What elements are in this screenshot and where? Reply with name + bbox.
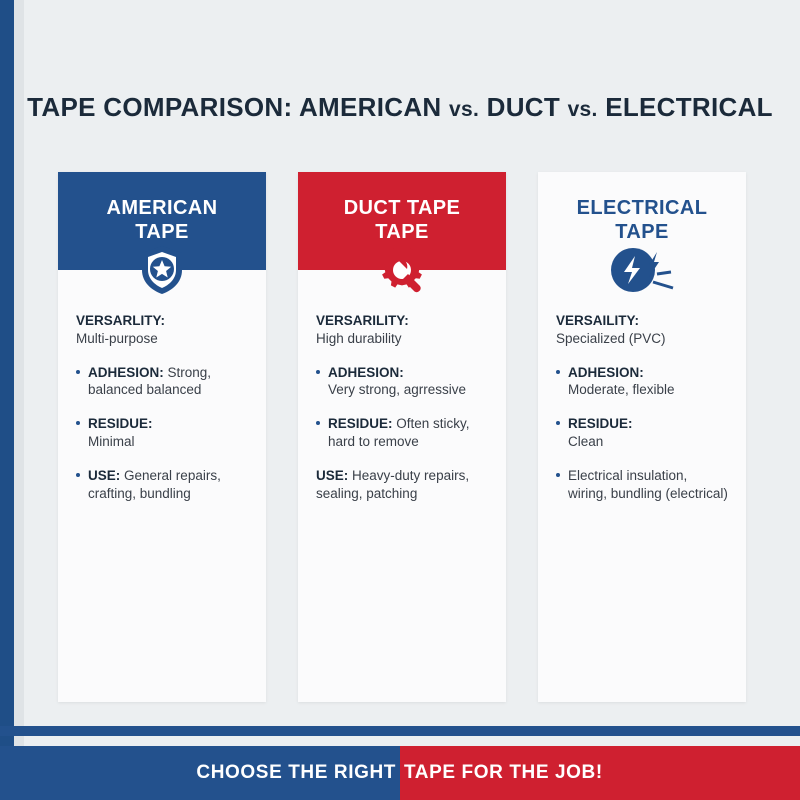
feature-value: Very strong, agrressive — [328, 382, 467, 398]
footer-left-text: CHOOSE THE RIGHT — [196, 762, 396, 783]
feature-label: ADHESION: — [328, 364, 404, 380]
feature-residue — [556, 415, 728, 451]
feature-label: ADHESION: — [568, 364, 644, 380]
feature-value: Strong, balanced balanced — [88, 364, 212, 398]
feature-label: ADHESION: — [88, 364, 164, 380]
feature-adhesion — [76, 364, 248, 400]
feature-label: RESIDUE: — [568, 416, 633, 432]
icon-container-duct — [298, 244, 506, 296]
feature-residue — [76, 415, 248, 451]
title-vs-2: vs. — [567, 98, 598, 121]
column-body-duct — [298, 296, 506, 702]
footer-accent-bar — [0, 726, 800, 736]
column-title-line1: DUCT TAPE — [343, 197, 461, 220]
feature-label: VERSARLITY: — [76, 313, 166, 328]
title-vs-1: vs. — [449, 98, 480, 121]
column-title-line1: ELECTRICAL — [576, 197, 708, 220]
feature-value: Multi-purpose — [76, 330, 158, 346]
feature-adhesion — [316, 364, 488, 400]
feature-use — [76, 467, 248, 503]
title-part-2: DUCT — [479, 92, 568, 122]
feature-versatility — [76, 312, 248, 348]
column-american-tape — [58, 172, 266, 702]
column-title-line1: AMERICAN — [106, 197, 218, 220]
feature-value: High durability — [316, 330, 402, 346]
footer-right-text: TAPE FOR THE JOB! — [404, 762, 603, 783]
feature-label: VERSAILITY: — [556, 313, 640, 328]
feature-value: Minimal — [88, 434, 135, 450]
feature-use — [556, 467, 728, 503]
title-part-1: TAPE COMPARISON: AMERICAN — [27, 92, 450, 122]
feature-use — [316, 467, 488, 503]
electrical-bolt-icon — [607, 244, 677, 301]
column-title-line2: TAPE — [375, 221, 429, 243]
feature-value: Specialized (PVC) — [556, 330, 666, 346]
footer-left-section — [0, 746, 400, 800]
column-title-line2: TAPE — [135, 221, 189, 243]
feature-label: RESIDUE: — [328, 416, 393, 432]
feature-value: Often sticky, hard to remove — [328, 416, 470, 450]
feature-versatility — [316, 312, 488, 348]
feature-label: VERSARILITY: — [316, 313, 409, 328]
feature-value: General repairs, crafting, bundling — [88, 467, 221, 501]
page-title — [0, 92, 800, 123]
footer-right-section — [400, 746, 800, 800]
shield-star-icon — [139, 244, 185, 301]
icon-container-american — [58, 244, 266, 296]
title-part-3: ELECTRICAL — [597, 92, 773, 122]
icon-container-electrical — [538, 244, 746, 296]
column-duct-tape — [298, 172, 506, 702]
gear-wrench-icon — [376, 244, 428, 301]
feature-label: RESIDUE: — [88, 416, 153, 432]
column-title-line2: TAPE — [615, 221, 669, 243]
feature-value: Moderate, flexible — [568, 382, 675, 398]
feature-residue — [316, 415, 488, 451]
column-body-american — [58, 296, 266, 702]
column-body-electrical — [538, 296, 746, 702]
feature-versatility — [556, 312, 728, 348]
comparison-columns — [58, 172, 746, 702]
feature-label: USE: — [316, 467, 349, 483]
feature-value: Clean — [568, 434, 604, 450]
feature-value: Heavy-duty repairs, sealing, patching — [316, 467, 470, 501]
footer-banner — [0, 746, 800, 800]
feature-value: Electrical insulation, wiring, bundling (electrical) — [568, 467, 728, 501]
feature-adhesion — [556, 364, 728, 400]
column-electrical-tape — [538, 172, 746, 702]
feature-label: USE: — [88, 467, 121, 483]
